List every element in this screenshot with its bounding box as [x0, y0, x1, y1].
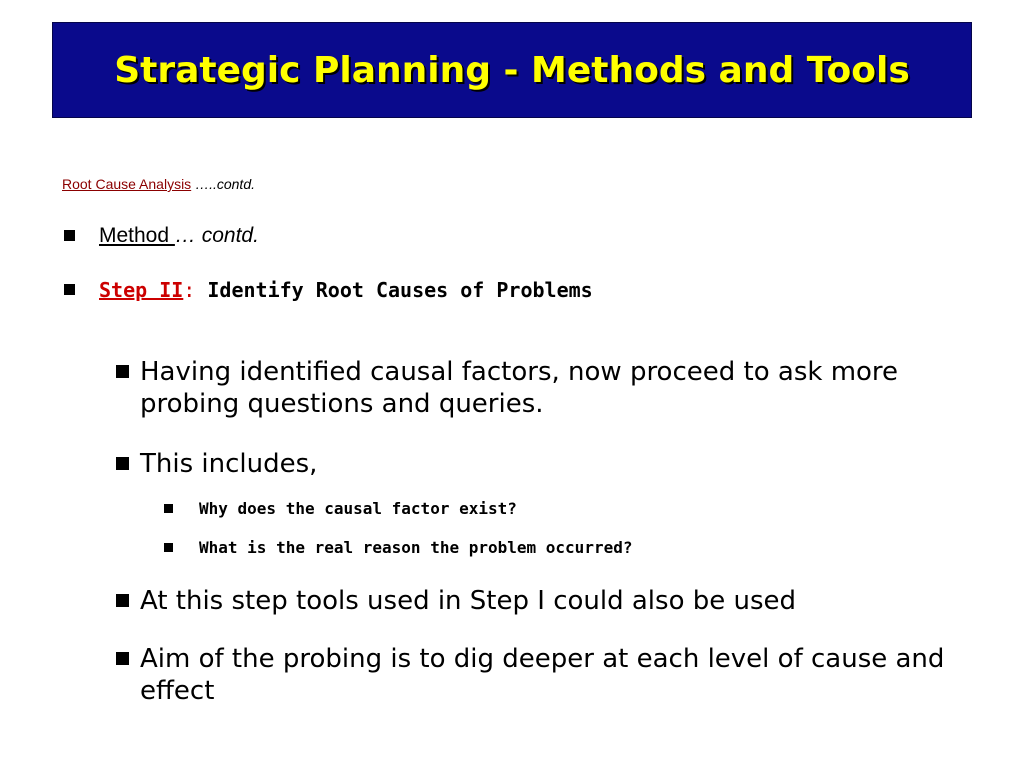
step-colon: : [183, 278, 196, 302]
sub-point-real-reason [164, 538, 632, 558]
point-causal-factors [116, 356, 976, 420]
point-includes [116, 448, 976, 480]
square-bullet-icon [164, 504, 173, 513]
square-bullet-icon [116, 652, 129, 665]
step-text: Identify Root Causes of Problems [195, 278, 593, 302]
square-bullet-icon [116, 457, 129, 470]
bullet-method [64, 224, 259, 248]
point-text: This includes, [140, 449, 318, 479]
subtitle-label: Root Cause Analysis [62, 176, 192, 192]
point-text: At this step tools used in Step I could also be used [140, 586, 797, 616]
step-label: Step II [99, 278, 184, 302]
square-bullet-icon [116, 594, 129, 607]
sub-point-text: What is the real reason the problem occurred? [199, 538, 633, 557]
point-tools-step-i [116, 585, 976, 617]
method-label: Method [99, 224, 175, 247]
square-bullet-icon [116, 365, 129, 378]
square-bullet-icon [164, 543, 173, 552]
bullet-step-ii [64, 278, 593, 302]
method-contd: … contd. [174, 224, 259, 247]
point-text: Having identified causal factors, now proceed to ask more probing questions and queries. [140, 357, 899, 419]
point-aim-probing [116, 643, 976, 707]
title-bar [52, 22, 972, 118]
sub-point-why [164, 499, 517, 519]
section-subtitle [62, 176, 255, 192]
square-bullet-icon [64, 230, 75, 241]
sub-point-text: Why does the causal factor exist? [199, 499, 517, 518]
point-text: Aim of the probing is to dig deeper at each level of cause and effect [140, 644, 945, 706]
slide-title: Strategic Planning - Methods and Tools [114, 49, 910, 91]
subtitle-contd: …..contd. [191, 176, 255, 192]
square-bullet-icon [64, 284, 75, 295]
